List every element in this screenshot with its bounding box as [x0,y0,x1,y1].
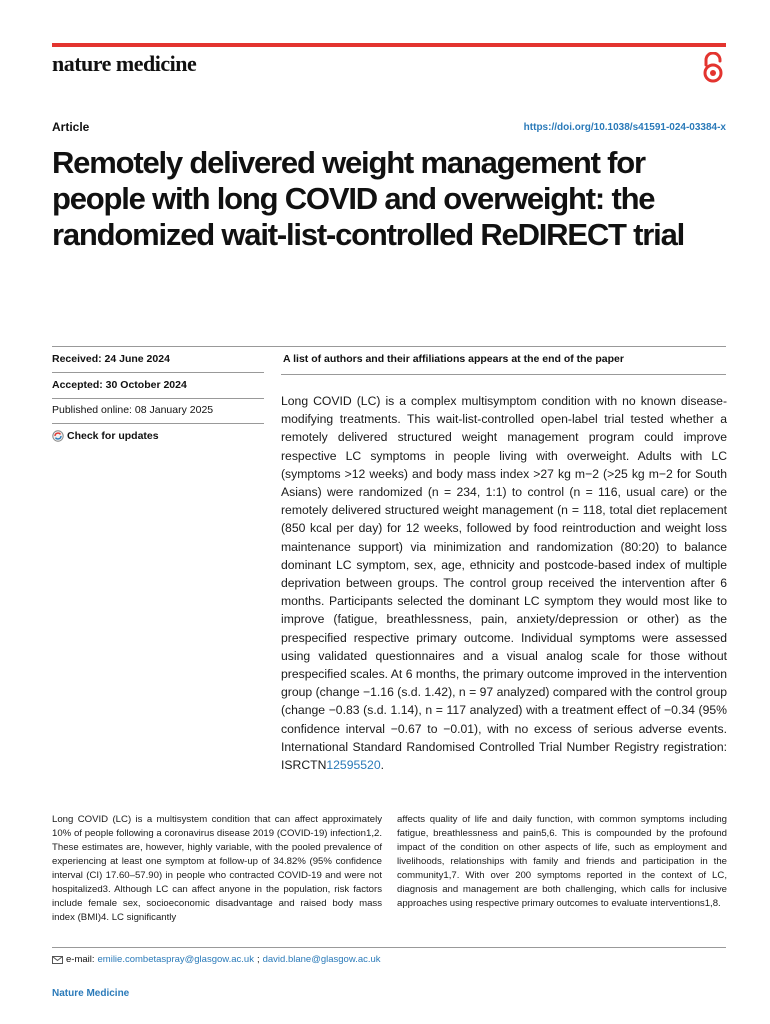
check-updates-label: Check for updates [67,430,159,442]
email-label: e-mail: [66,954,95,965]
intro-column-right: affects quality of life and daily function, with common symptoms including fatigue, breathlessness and pain5,6. This is compounded by the profound impact of the condition on other aspects of life, such as employment and livelihoods, relationships with family and friends and participation in the community1,7. With over 200 symptoms reported in the context of LC, diagnosis and management are both challenging, which calls for inclusive approaches using respective primary outcomes to evaluate interventions1,8. [397,814,727,909]
check-updates-icon [52,430,64,442]
email-separator: ; [256,954,260,965]
check-updates-link[interactable] [52,430,159,442]
email-link-1[interactable]: emilie.combetaspray@glasgow.ac.uk [97,954,254,965]
article-type: Article [52,120,90,134]
meta-divider [52,423,264,424]
footer-divider [52,947,726,948]
header-divider [52,346,726,347]
doi-link[interactable]: https://doi.org/10.1038/s41591-024-03384-x [523,122,726,133]
meta-divider [52,398,264,399]
footer-journal: Nature Medicine [52,988,130,999]
isrctn-link[interactable]: 12595520 [326,758,381,773]
abstract-divider [281,374,726,375]
mail-icon [52,956,63,964]
meta-divider [52,372,264,373]
article-title: Remotely delivered weight management for people with long COVID and overweight: the randomized wait-list-controlled ReDIRECT trial [52,145,685,252]
journal-top-rule [52,43,726,47]
published-date: Published online: 08 January 2025 [52,404,214,416]
affiliation-note: A list of authors and their affiliations appears at the end of the paper [283,353,624,365]
contact-emails [52,954,381,965]
abstract-text: Long COVID (LC) is a complex multisymptom condition with no known disease-modifying treatments. This wait-list-controlled open-label trial tested whether a remotely delivered structured weight management program could improve respective LC symptoms in people living with overweight. Adults with LC (symptoms >12 weeks) and body mass index >27 kg m−2 (>25 kg m−2 for South Asians) were randomized (n = 234, 1:1) to control (n = 116, usual care) or the remotely delivered structured weight management (n = 118, total diet replacement (850 kcal per day) for 12 weeks, followed by food reintroduction and weight loss maintenance support) via minimization and randomization (80:20) to balance dominant LC symptom, sex, age, ethnicity and postcode-based index of multiple deprivation between groups. The control group received the intervention after 6 months. Participants selected the dominant LC symptom they would most like to improve (fatigue, breathlessness, pain, anxiety/depression or other) as the prespecified respective primary outcome. Individual symptoms were assessed using validated questionnaires and a visual analog scale for those without prespecified scales. At 6 months, the primary outcome improved in the intervention group (change −1.16 (s.d. 1.42), n = 97 analyzed) compared with the control group (change −0.83 (s.d. 1.14), n = 117 analyzed) with a treatment effect of −0.34 (95% confidence interval −0.67 to −0.01), with no excess of serious adverse events. International Standard Randomised Controlled Trial Number Registry registration: ISRCTN [281,394,727,773]
accepted-date: Accepted: 30 October 2024 [52,379,187,391]
abstract: Long COVID (LC) is a complex multisymptom condition with no known disease-modifying treatments. This wait-list-controlled open-label trial tested whether a remotely delivered structured weight management program could improve respective LC symptoms in people living with overweight. Adults with LC (symptoms >12 weeks) and body mass index >27 kg m−2 (>25 kg m−2 for South Asians) were randomized (n = 234, 1:1) to control (n = 116, usual care) or the remotely delivered structured weight management (n = 118, total diet replacement (850 kcal per day) for 12 weeks, followed by food reintroduction and weight loss maintenance support) via minimization and randomization (80:20) to balance dominant LC symptom, sex, age, ethnicity and postcode-based index of multiple deprivation between groups. The control group received the intervention after 6 months. Participants selected the dominant LC symptom they would most like to improve (fatigue, breathlessness, pain, anxiety/depression or other) as the prespecified respective primary outcome. Individual symptoms were assessed using validated questionnaires and a visual analog scale for those without prespecified scales. At 6 months, the primary outcome improved in the intervention group (change −1.16 (s.d. 1.42), n = 97 analyzed) compared with the control group (change −0.83 (s.d. 1.14), n = 117 analyzed) with a treatment effect of −0.34 (95% confidence interval −0.67 to −0.01), with no excess of serious adverse events. International Standard Randomised Controlled Trial Number Registry registration: ISRCTN12595520. [281,394,727,773]
open-access-icon [700,52,726,84]
received-date: Received: 24 June 2024 [52,353,170,365]
email-link-2[interactable]: david.blane@glasgow.ac.uk [262,954,381,965]
intro-column-left: Long COVID (LC) is a multisystem condition that can affect approximately 10% of people following a coronavirus disease 2019 (COVID-19) infection1,2. These estimates are, however, highly variable, with the pooled prevalence of experiencing at least one symptom at follow-up of 34.82% (95% confidence interval (CI) 17.60–57.90) in people who contracted COVID-19 and were not hospitalized3. Although LC can affect anyone in the population, risk factors include female sex, socioeconomic disadvantage and raised body mass index (BMI)4. LC significantly [52,814,382,923]
journal-name: nature medicine [52,51,197,76]
